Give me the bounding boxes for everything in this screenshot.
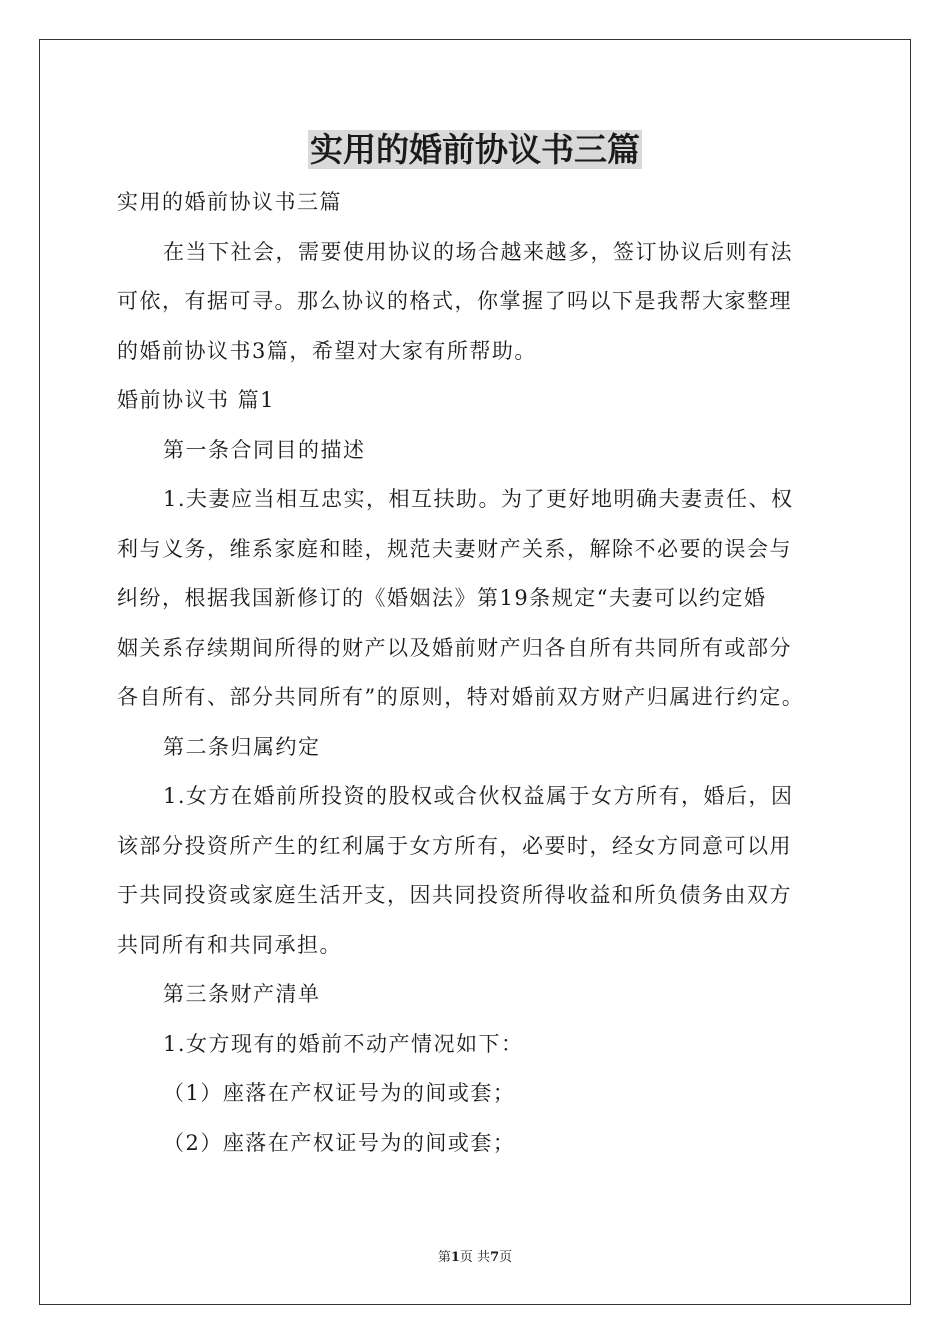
paragraph-line: 共同所有和共同承担。 [117,932,342,957]
page-current: 1 [450,1250,460,1265]
document-title-text: 实用的婚前协议书三篇 [310,130,640,169]
document-body [117,178,837,1168]
document-title [0,128,950,172]
paragraph-line: 可依，有据可寻。那么协议的格式，你掌握了吗以下是我帮大家整理 [117,289,792,313]
page-footer [0,1246,950,1265]
paragraph-line: 1.女方在婚前所投资的股权或合伙权益属于女方所有，婚后，因 [163,784,794,808]
list-item: （1）座落在产权证号为的间或套； [163,1081,516,1105]
clause-heading: 第一条合同目的描述 [163,437,366,462]
page-mid: 页 共 [459,1250,491,1265]
paragraph-line: 姻关系存续期间所得的财产以及婚前财产归各自所有共同所有或部分 [117,635,792,660]
paragraph-line: 各自所有、部分共同所有”的原则，特对婚前双方财产归属进行约定。 [117,685,805,709]
page-suffix: 页 [499,1250,513,1265]
section-heading: 婚前协议书 篇1 [117,388,276,412]
paragraph-line: 纠纷，根据我国新修订的《婚姻法》第19条规定“夫妻可以约定婚 [117,586,767,610]
paragraph-line: 1.夫妻应当相互忠实，相互扶助。为了更好地明确夫妻责任、权 [163,487,794,511]
paragraph-line: 在当下社会，需要使用协议的场合越来越多，签订协议后则有法 [163,239,793,264]
paragraph-line: 于共同投资或家庭生活开支，因共同投资所得收益和所负债务由双方 [117,883,792,907]
page-prefix: 第 [437,1250,451,1265]
paragraph-line: 的婚前协议书3篇，希望对大家有所帮助。 [117,338,537,363]
clause-heading: 第三条财产清单 [163,982,321,1006]
page-total: 7 [490,1250,500,1265]
paragraph-line: 利与义务，维系家庭和睦，规范夫妻财产关系，解除不必要的误会与 [117,536,792,561]
clause-heading: 第二条归属约定 [163,734,321,759]
list-item: （2）座落在产权证号为的间或套； [163,1130,516,1155]
paragraph-line: 1.女方现有的婚前不动产情况如下： [163,1031,524,1056]
paragraph-line: 该部分投资所产生的红利属于女方所有，必要时，经女方同意可以用 [117,833,792,858]
subtitle-line: 实用的婚前协议书三篇 [117,190,342,214]
